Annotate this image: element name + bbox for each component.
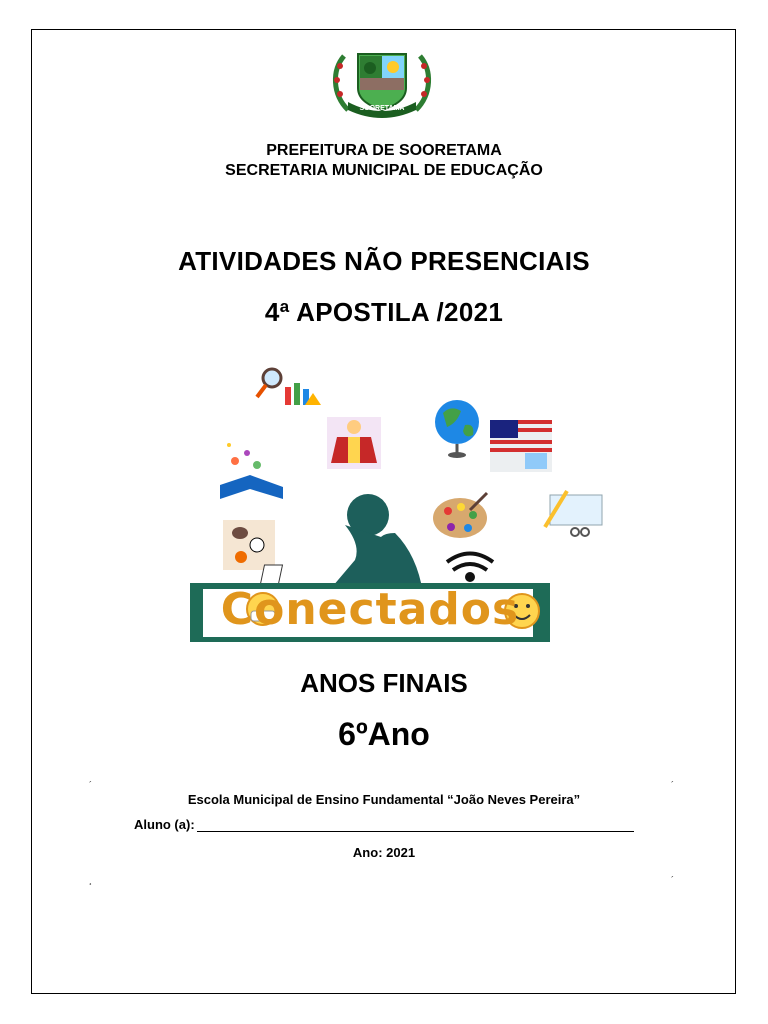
student-label: Aluno (a): [134,817,195,832]
corner-mark: ´ [671,875,674,885]
document-edition: 4ª APOSTILA /2021 [264,297,504,327]
sports-balls-icon [223,520,275,570]
crest-banner-text: SOORETAMA [359,105,405,112]
student-name-line[interactable] [197,817,634,832]
lab-flasks-icon [285,383,321,405]
corner-mark: ´ [671,780,674,790]
document-title: ATIVIDADES NÃO PRESENCIAIS [178,246,590,276]
header-department: SECRETARIA MUNICIPAL DE EDUCAÇÃO [225,162,543,179]
school-name: Escola Municipal de Ensino Fundamental “João Neves Pereira” [187,792,581,807]
student-silhouette-icon [259,494,423,593]
student-field-row [134,817,634,832]
flags-collage-icon [490,420,552,472]
corner-mark: ´ [89,780,92,790]
logo-conectados: Conectados [220,584,520,635]
historical-figure-icon [327,417,381,469]
header-municipality: PREFEITURA DE SOORETAMA [266,142,502,159]
globe-icon [435,400,479,458]
magnifier-icon [257,369,281,397]
grade-label: 6ºAno [338,716,430,752]
open-book-icon [220,443,283,499]
corner-mark: ¸ [89,875,92,885]
segment-label: ANOS FINAIS [300,668,468,698]
drawing-tools-icon [545,491,602,536]
wifi-icon [447,554,493,581]
year-label: Ano: 2021 [352,845,416,860]
art-palette-icon [433,493,487,538]
